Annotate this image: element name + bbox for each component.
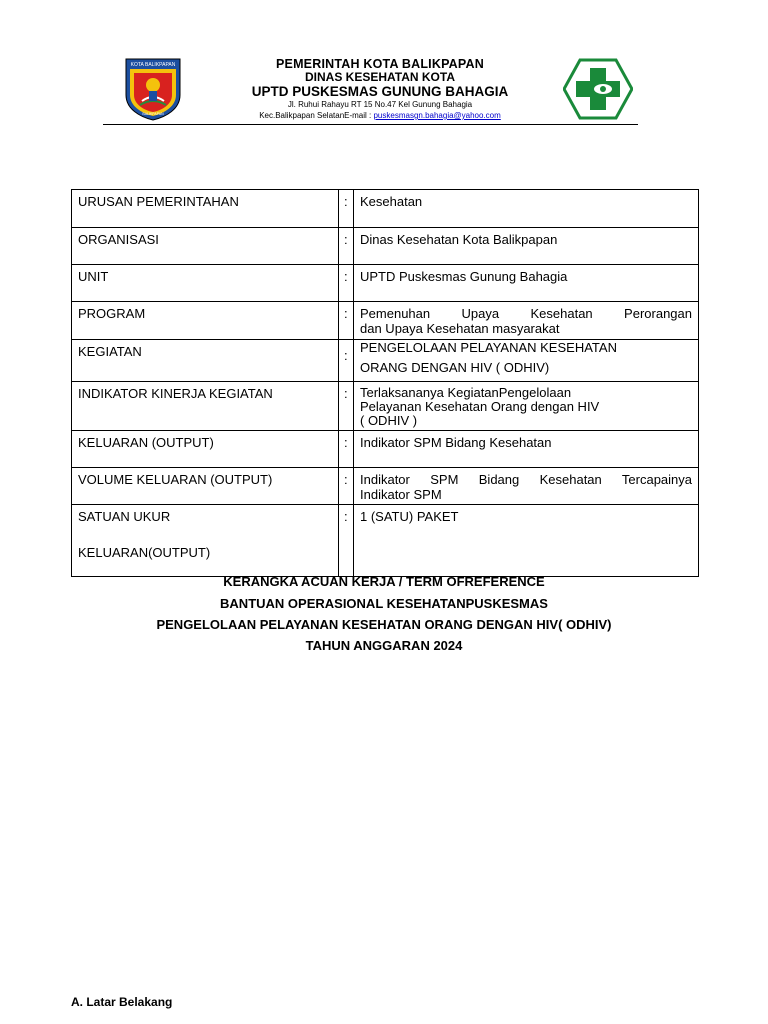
row-label: KEGIATAN: [72, 340, 339, 382]
value-line: ORANG DENGAN HIV ( ODHIV): [360, 360, 550, 375]
table-row: [72, 228, 699, 265]
row-value: [354, 340, 699, 382]
row-value: Dinas Kesehatan Kota Balikpapan: [354, 228, 699, 265]
value-line: Indikator SPM: [360, 487, 442, 502]
contact-prefix: Kec.Balikpapan SelatanE-mail :: [259, 111, 374, 120]
value-line: Terlaksananya KegiatanPengelolaan: [360, 385, 572, 400]
value-line: Indikator SPM Bidang Kesehatan Tercapainya: [360, 472, 692, 487]
row-label: VOLUME KELUARAN (OUTPUT): [72, 468, 339, 505]
row-label: PROGRAM: [72, 302, 339, 340]
row-value: [354, 468, 699, 505]
row-separator: :: [339, 382, 354, 431]
letterhead-government: PEMERINTAH KOTA BALIKPAPAN: [276, 57, 484, 71]
row-value: Kesehatan: [354, 190, 699, 228]
row-value: [354, 302, 699, 340]
value-line: ( ODHIV ): [360, 413, 418, 428]
table-row: [72, 190, 699, 228]
row-value: 1 (SATU) PAKET: [354, 505, 699, 577]
table-row: [72, 505, 699, 577]
letterhead: [195, 58, 565, 121]
table-row: [72, 265, 699, 302]
letterhead-contact: [195, 110, 565, 121]
row-value: UPTD Puskesmas Gunung Bahagia: [354, 265, 699, 302]
document-subtitle: BANTUAN OPERASIONAL KESEHATANPUSKESMAS: [220, 596, 548, 611]
row-separator: :: [339, 302, 354, 340]
row-separator: :: [339, 265, 354, 302]
email-link[interactable]: puskesmasgn.bahagia@yahoo.com: [373, 111, 501, 120]
row-separator: :: [339, 190, 354, 228]
table-row: [72, 431, 699, 468]
row-label: UNIT: [72, 265, 339, 302]
puskesmas-logo: [563, 58, 633, 120]
row-separator: :: [339, 505, 354, 577]
program-info-table: [71, 189, 699, 577]
row-label: [72, 505, 339, 577]
table-row: [72, 340, 699, 382]
label-line: SATUAN UKUR: [78, 509, 171, 524]
value-line: dan Upaya Kesehatan masyarakat: [360, 321, 560, 336]
row-value: [354, 382, 699, 431]
row-label: URUSAN PEMERINTAHAN: [72, 190, 339, 228]
letterhead-department: DINAS KESEHATAN KOTA: [305, 70, 455, 84]
fiscal-year-title: TAHUN ANGGARAN 2024: [305, 638, 463, 653]
table-row: [72, 302, 699, 340]
row-separator: :: [339, 228, 354, 265]
logo-text-top: KOTA BALIKPAPAN: [130, 62, 176, 68]
city-emblem-logo: [120, 55, 186, 121]
row-separator: :: [339, 468, 354, 505]
letterhead-address: Jl. Ruhui Rahayu RT 15 No.47 Kel Gunung Bahagia: [287, 100, 473, 109]
activity-title: PENGELOLAAN PELAYANAN KESEHATAN ORANG DENGAN HIV( ODHIV): [156, 617, 612, 632]
table-row: [72, 382, 699, 431]
row-label: ORGANISASI: [72, 228, 339, 265]
value-line: PENGELOLAAN PELAYANAN KESEHATAN: [360, 340, 617, 355]
row-label: INDIKATOR KINERJA KEGIATAN: [72, 382, 339, 431]
row-label: KELUARAN (OUTPUT): [72, 431, 339, 468]
row-separator: [339, 340, 354, 382]
value-line: Pelayanan Kesehatan Orang dengan HIV: [360, 399, 600, 414]
separator-colon: :: [344, 348, 348, 363]
row-separator: :: [339, 431, 354, 468]
document-title: KERANGKA ACUAN KERJA / TERM OFREFERENCE: [223, 574, 545, 589]
label-line: KELUARAN(OUTPUT): [78, 545, 211, 560]
logo-text-bottom: BALIKPAPAN: [142, 112, 164, 116]
letterhead-institution: UPTD PUSKESMAS GUNUNG BAHAGIA: [251, 84, 509, 99]
value-line: Pemenuhan Upaya Kesehatan Perorangan: [360, 306, 692, 321]
row-value: Indikator SPM Bidang Kesehatan: [354, 431, 699, 468]
table-row: [72, 468, 699, 505]
letterhead-divider: [103, 124, 638, 125]
section-heading: A. Latar Belakang: [71, 995, 173, 1009]
